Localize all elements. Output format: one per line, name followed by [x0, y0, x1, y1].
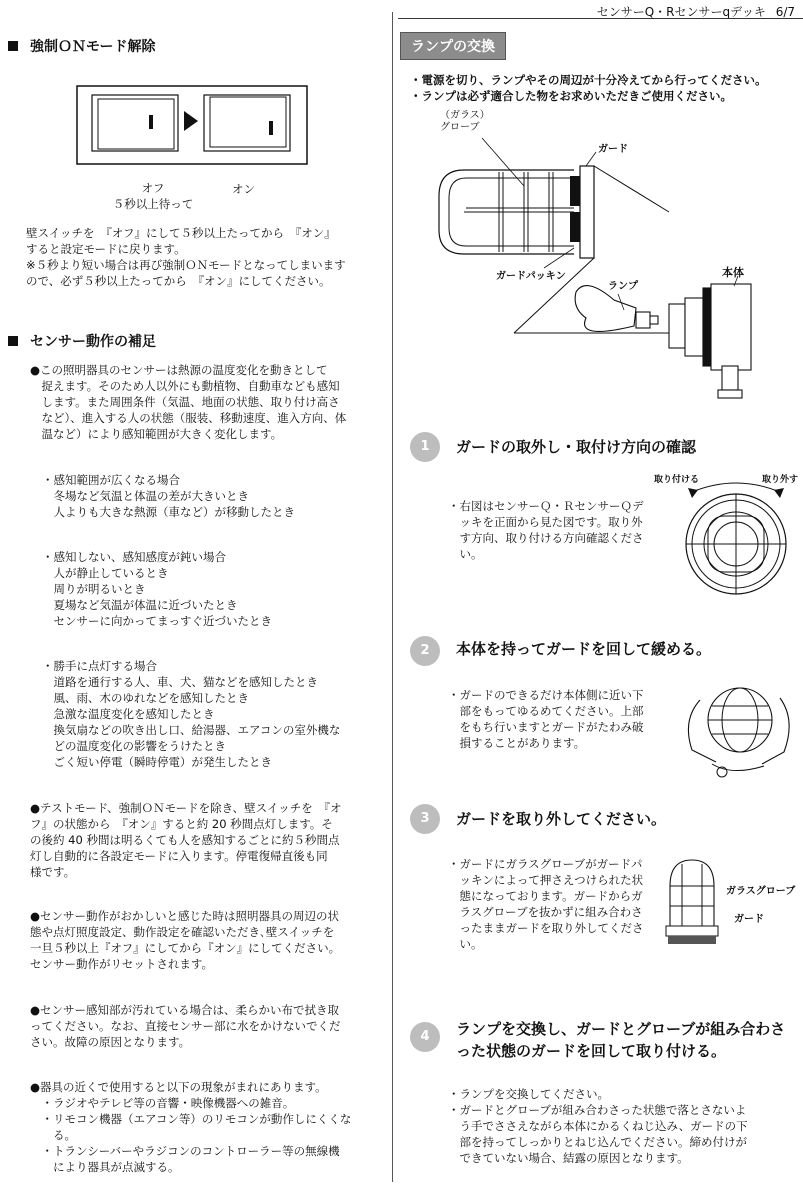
- label-guard-packing: ガードパッキン: [496, 271, 566, 282]
- label-glass-globe: （ガラス） グローブ: [440, 110, 490, 133]
- step-3-title: ガードを取り外してください。: [456, 810, 667, 828]
- no-detect-list: ・感知しない、感知感度が鈍い場合 人が静止しているとき 周りが明るいとき 夏場など気温が体温に近づいたとき センサーに向かってまっすぐ近づいたとき: [42, 550, 272, 628]
- step-4-title: ランプを交換し、ガードとグローブが組み合わさ った状態のガードを回して取り付ける。: [456, 1020, 786, 1060]
- front-view-diagram: [672, 480, 800, 598]
- section-title-text: 強制ＯＮモード解除: [30, 39, 156, 55]
- near-use-note: ●器具の近くで使用すると以下の現象がまれにあります。 ・ラジオやテレビ等の音響・映像機器への雑音。 ・リモコン機器（エアコン等）のリモコンが動作しにくくな る。 ・トランシーバーやラジコンのコントローラー等の無線機 により器具が点滅する。: [30, 1080, 352, 1174]
- column-divider: [392, 12, 393, 1182]
- section-sensor-title: [8, 331, 156, 351]
- dirty-note: ●センサー感知部が汚れている場合は、柔らかい布で拭き取 ってください。なお、直接センサー部に水をかけないでくだ さい。故障の原因となります。: [30, 1003, 341, 1049]
- step-2-number: 2: [410, 636, 440, 666]
- section-forced-on-title: [8, 36, 155, 56]
- square-bullet-icon: [8, 336, 18, 346]
- reset-note: ●センサー動作がおかしいと感じた時は照明器具の周辺の状 態や点灯照度設定、動作設定を確認いただき､壁スイッチを 一旦５秒以上『オフ』にしてから『オン』にしてください。 センサー動作がリセットされます。: [30, 909, 341, 971]
- label-attach: 取り付ける: [654, 475, 700, 485]
- auto-light-list: ・勝手に点灯する場合 道路を通行する人、車、犬、猫などを感知したとき 風、雨、木のゆれなどを感知したとき 急激な温度変化を感知したとき 換気扇などの吹き出し口、給湯器、エアコンの室外機な どの温度変化の影響をうけたとき ごく短い停電（瞬時停電）が発生したとき: [42, 659, 341, 769]
- header-title: センサーQ・Rセンサーqデッキ: [596, 5, 766, 19]
- switch-off-icon: [92, 95, 178, 151]
- label-glass-globe-step3: ガラスグローブ: [726, 886, 796, 897]
- hands-loosening-diagram: [672, 680, 800, 780]
- step-4-text: ・ランプを交換してください。 ・ガードとグローブが組み合わさった状態で落とさないよ う手でささえながら本体にかるくねじ込み、ガードの下 部を持ってしっかりとねじ込んでください。締め付けが できていない場合、結露の原因となります。: [448, 1087, 748, 1165]
- step-1-text: ・右図はセンサーＱ・ＲセンサーＱデ ッキを正面から見た図です。取り外 す方向、取り付ける方向確認くださ い。: [448, 499, 644, 561]
- page-number: 6/7: [775, 5, 795, 19]
- sensor-intro: ●この照明器具のセンサーは熱源の温度変化を動きとして 捉えます。そのため人以外にも動植物、自動車なども感知 します。また周囲条件（気温、地面の状態、取り付け高さ など）、進入する人の状態（服装、移動速度、進入方向、体 温など）により感知範囲が大きく変化します。: [30, 363, 347, 441]
- lamp-replacement-badge: ランプの交換: [400, 32, 506, 60]
- lamp-bulb-icon: [575, 286, 658, 332]
- label-lamp: ランプ: [608, 281, 638, 292]
- switch-on-icon: [204, 95, 290, 151]
- glass-globe-icon: [670, 860, 714, 926]
- switch-off-label: オフ ５秒以上待って: [112, 181, 194, 211]
- range-wide-list: ・感知範囲が広くなる場合 冬場など気温と体温の差が大きいとき 人よりも大きな熱源（車など）が移動したとき: [42, 473, 295, 519]
- safety-notes: ・電源を切り、ランプやその周辺が十分冷えてから行ってください。 ・ランプは必ず適合した物をお求めいただきご使用ください。: [410, 73, 767, 103]
- forced-on-description: 壁スイッチを 『オフ』にして５秒以上たってから 『オン』 すると設定モードに戻ります。 ※５秒より短い場合は再び強制ＯＮモードとなってしまいます ので、必ず５秒以上たってから 『オン』にしてください。: [26, 226, 346, 288]
- section-title-text: センサー動作の補足: [30, 334, 156, 350]
- step-1-title: ガードの取外し・取付け方向の確認: [456, 438, 697, 456]
- step-3-number: 3: [410, 804, 440, 834]
- test-mode-note: ●テストモード、強制ＯＮモードを除き、壁スイッチを 『オ フ』の状態から 『オン』すると約 20 秒間点灯します。そ の後約 40 秒間は明るくても人を感知するごとに約５秒間点 灯し自動的に各設定モードに入ります。停電復帰直後も同 様です。: [30, 801, 342, 879]
- label-body: 本体: [722, 266, 744, 279]
- lamp-body-icon: [669, 284, 751, 398]
- globe-with-guard-diagram: [662, 856, 722, 948]
- step-2-title: 本体を持ってガードを回して緩める。: [456, 640, 712, 658]
- step-1-number: 1: [410, 432, 440, 462]
- guard-packing-icon: [570, 176, 580, 206]
- rotate-arrow-icon: [692, 483, 780, 492]
- step-4-number: 4: [410, 1022, 440, 1052]
- step-3-text: ・ガードにガラスグローブがガードパ ッキンによって押さえつけられた状 態になっております。ガードからガ ラスグローブを抜かずに組み合わさ ったままガードを取り外してくださ い。: [448, 857, 644, 951]
- label-guard: ガード: [598, 144, 628, 155]
- header-rule: [398, 18, 803, 19]
- step-2-text: ・ガードのできるだけ本体側に近い下 部をもってゆるめてください。上部 をもち行いますとガードがたわみ破 損することがあります。: [448, 688, 644, 750]
- switch-diagram: [76, 85, 308, 165]
- label-guard-step3: ガード: [734, 914, 764, 925]
- switch-on-label: オン: [232, 182, 255, 196]
- label-remove: 取り外す: [762, 475, 799, 485]
- square-bullet-icon: [8, 41, 18, 51]
